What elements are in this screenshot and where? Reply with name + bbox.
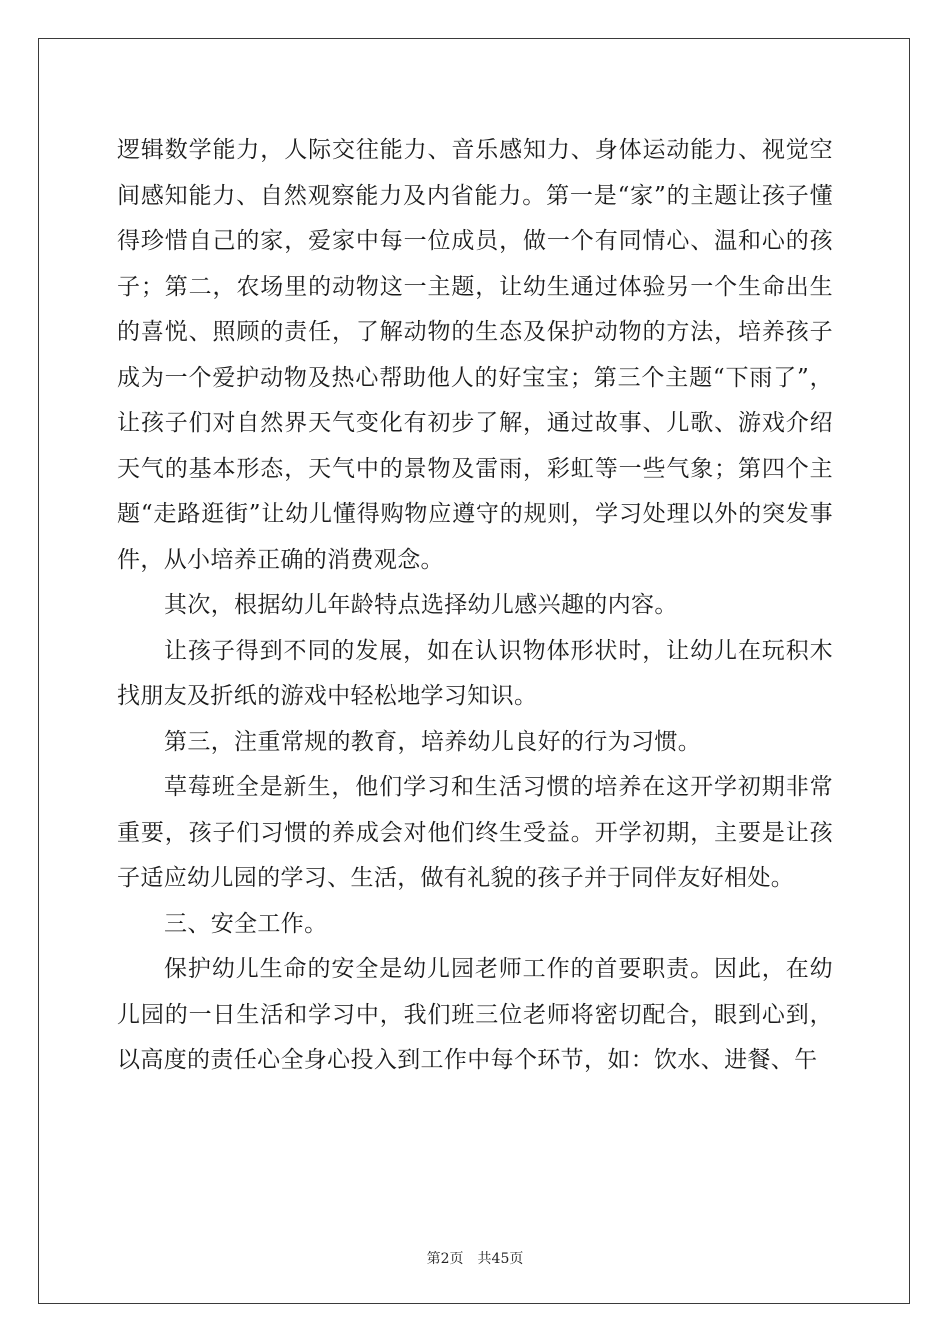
paragraph-4: 第三，注重常规的教育，培养幼儿良好的行为习惯。: [164, 728, 702, 755]
document-body: [117, 128, 833, 1084]
paragraph-1: 逻辑数学能力，人际交往能力、音乐感知力、身体运动能力、视觉空间感知能力、自然观察能力及内省能力。第一是“家”的主题让孩子懂得珍惜自己的家，爱家中每一位成员，做一个有同情心、温和心的孩子；第二，农场里的动物这一主题，让幼生通过体验另一个生命出生的喜悦、照顾的责任，了解动物的生态及保护动物的方法，培养孩子成为一个爱护动物及热心帮助他人的好宝宝；第三个主题“下雨了”，让孩子们对自然界天气变化有初步了解，通过故事、儿歌、游戏介绍天气的基本形态，天气中的景物及雷雨，彩虹等一些气象；第四个主题“走路逛街”让幼儿懂得购物应遵守的规则，学习处理以外的突发事件，从小培养正确的消费观念。: [117, 137, 833, 573]
paragraph-5: 草莓班全是新生，他们学习和生活习惯的培养在这开学初期非常重要，孩子们习惯的养成会对他们终生受益。开学初期，主要是让孩子适应幼儿园的学习、生活，做有礼貌的孩子并于同伴友好相处。: [117, 774, 833, 891]
section-heading-safety: 三、安全工作。: [164, 910, 328, 937]
page-total: 共45页: [477, 1251, 524, 1267]
paragraph-6: 保护幼儿生命的安全是幼儿园老师工作的首要职责。因此，在幼儿园的一日生活和学习中，我们班三位老师将密切配合，眼到心到，以高度的责任心全身心投入到工作中每个环节，如：饮水、进餐、午: [117, 956, 833, 1073]
paragraph-3: 让孩子得到不同的发展，如在认识物体形状时，让幼儿在玩积木找朋友及折纸的游戏中轻松地学习知识。: [117, 637, 833, 709]
paragraph-2: 其次，根据幼儿年龄特点选择幼儿感兴趣的内容。: [164, 592, 678, 618]
page-footer: [0, 1248, 950, 1268]
page-number: 第2页: [426, 1251, 464, 1267]
